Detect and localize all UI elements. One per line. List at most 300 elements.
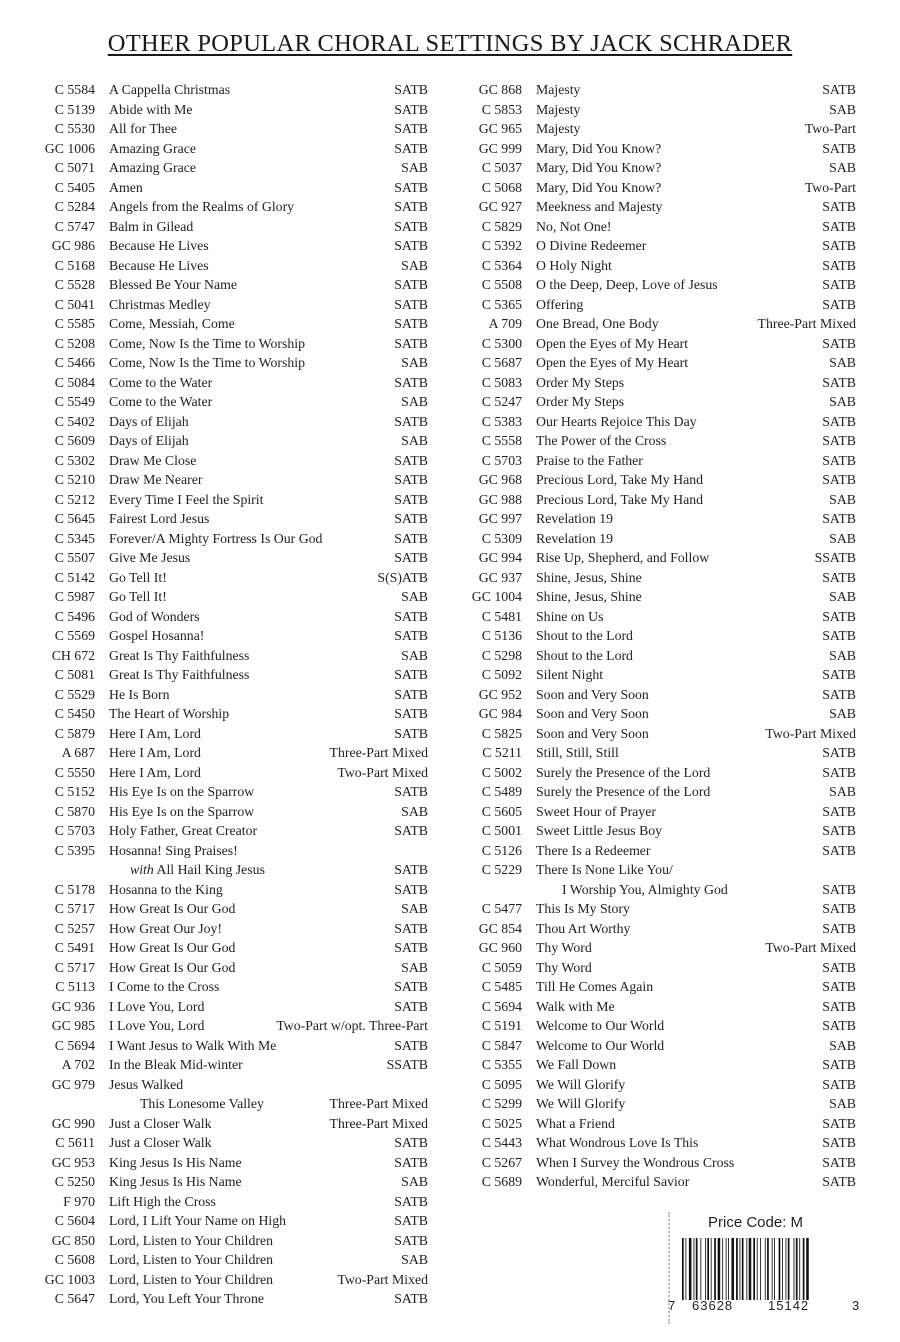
voicing: SATB <box>394 1135 428 1150</box>
catalog-code: GC 936 <box>51 998 95 1014</box>
voicing: Two-Part <box>804 121 856 136</box>
song-title-continued: All Hail King Jesus <box>156 862 265 877</box>
voicing: SATB <box>394 179 428 195</box>
list-item <box>38 743 428 763</box>
list-item <box>38 334 428 354</box>
song-title: Still, Still, Still <box>536 745 619 760</box>
catalog-code: C 5095 <box>481 1076 522 1092</box>
voicing: SAB <box>401 901 428 916</box>
song-title: We Will Glorify <box>536 1096 626 1111</box>
catalog-code: A 709 <box>488 316 522 331</box>
list-item <box>462 256 856 276</box>
song-title: Come, Now Is the Time to Worship <box>109 355 306 370</box>
catalog-code: C 5250 <box>54 1174 95 1189</box>
catalog-code: C 5608 <box>54 1252 95 1267</box>
list-item <box>462 1055 856 1075</box>
song-title: Open the Eyes of My Heart <box>536 355 689 370</box>
voicing: SATB <box>822 979 856 994</box>
voicing: SATB <box>394 940 428 955</box>
voicing: SATB <box>822 1115 856 1131</box>
catalog-code: GC 994 <box>478 550 522 565</box>
song-title: Lord, I Lift Your Name on High <box>109 1213 287 1228</box>
catalog-code: GC 854 <box>478 920 522 936</box>
song-title: Lord, Listen to Your Children <box>109 1271 274 1287</box>
voicing: SATB <box>394 784 428 799</box>
list-item <box>462 80 856 100</box>
song-title: Thy Word <box>536 959 592 975</box>
list-item <box>38 958 428 978</box>
voicing: SATB <box>822 667 856 682</box>
song-title: Christmas Medley <box>109 296 211 312</box>
voicing: SAB <box>401 257 428 273</box>
song-title: Thou Art Worthy <box>536 920 631 936</box>
catalog-code: C 5529 <box>54 686 95 702</box>
song-title: Precious Lord, Take My Hand <box>536 472 703 487</box>
catalog-code: C 5168 <box>54 257 95 273</box>
list-item <box>462 997 856 1017</box>
list-item <box>462 1133 856 1153</box>
song-title: Come, Now Is the Time to Worship <box>109 335 306 351</box>
voicing: SAB <box>401 355 428 370</box>
song-title: In the Bleak Mid-winter <box>109 1057 243 1072</box>
song-title: When I Survey the Wondrous Cross <box>536 1154 735 1170</box>
song-title: His Eye Is on the Sparrow <box>109 784 255 799</box>
song-title: Walk with Me <box>536 998 615 1014</box>
list-item <box>38 119 428 139</box>
list-item <box>38 314 428 334</box>
catalog-code: C 5139 <box>54 101 95 117</box>
catalog-code: C 5113 <box>55 979 95 994</box>
song-title: All for Thee <box>109 121 177 136</box>
song-title: Hosanna! Sing Praises! <box>109 842 238 858</box>
catalog-code: C 5481 <box>481 608 522 624</box>
song-title: Go Tell It! <box>109 569 167 585</box>
catalog-code: GC 1004 <box>471 589 522 604</box>
catalog-code: C 5142 <box>54 569 95 585</box>
list-item <box>462 334 856 354</box>
list-item <box>462 139 856 159</box>
catalog-code: C 5211 <box>482 745 522 760</box>
catalog-code: C 5136 <box>481 628 522 643</box>
catalog-code: C 5302 <box>54 452 95 468</box>
catalog-code: CH 672 <box>51 647 95 663</box>
barcode-group-2: 15142 <box>768 1298 810 1313</box>
song-title: Sweet Hour of Prayer <box>536 803 656 819</box>
catalog-code: C 5549 <box>54 394 95 409</box>
list-item <box>38 1211 428 1231</box>
list-item <box>38 704 428 724</box>
catalog-code: GC 927 <box>478 199 522 214</box>
song-title: Silent Night <box>536 667 604 682</box>
song-title: Shout to the Lord <box>536 628 633 643</box>
catalog-code: GC 990 <box>51 1115 95 1131</box>
song-title: How Great Our Joy! <box>109 920 223 936</box>
voicing: SATB <box>394 667 428 682</box>
catalog-code: C 5611 <box>55 1135 95 1150</box>
catalog-code: GC 985 <box>51 1018 95 1033</box>
voicing: SATB <box>394 472 428 487</box>
list-item <box>38 373 428 393</box>
voicing: SATB <box>822 1174 856 1189</box>
voicing: SATB <box>822 277 856 292</box>
voicing: SATB <box>822 998 856 1014</box>
song-title: Come to the Water <box>109 394 213 409</box>
list-item <box>38 197 428 217</box>
song-title: His Eye Is on the Sparrow <box>109 803 255 819</box>
catalog-code: C 5879 <box>54 725 95 741</box>
voicing: SAB <box>401 394 428 409</box>
list-item <box>462 841 856 861</box>
song-title: Sweet Little Jesus Boy <box>536 823 663 838</box>
song-title: Here I Am, Lord <box>109 745 201 760</box>
song-title: Precious Lord, Take My Hand <box>536 491 703 507</box>
catalog-code: C 5071 <box>54 160 95 175</box>
catalog-code: GC 1003 <box>44 1271 95 1287</box>
song-title: A Cappella Christmas <box>109 82 231 97</box>
voicing: SATB <box>394 121 428 136</box>
song-title: Because He Lives <box>109 238 209 253</box>
catalog-code: C 5081 <box>54 667 95 682</box>
list-item <box>38 178 428 198</box>
catalog-left-column <box>38 80 428 1309</box>
list-item <box>38 1075 428 1095</box>
list-item <box>38 1094 428 1114</box>
song-title: I Love You, Lord <box>109 1018 205 1033</box>
list-item <box>462 470 856 490</box>
song-title: Till He Comes Again <box>536 979 654 994</box>
voicing: SATB <box>822 472 856 487</box>
list-item <box>38 1231 428 1251</box>
voicing: Three-Part Mixed <box>329 1096 428 1111</box>
list-item <box>462 1094 856 1114</box>
song-title: Soon and Very Soon <box>536 725 649 741</box>
catalog-code: C 5084 <box>54 374 95 390</box>
list-item <box>38 353 428 373</box>
catalog-code: C 5229 <box>481 862 522 877</box>
catalog-code: C 5604 <box>54 1213 95 1228</box>
price-code: Price Code: M <box>708 1214 804 1231</box>
catalog-code: C 5717 <box>54 901 95 916</box>
list-item <box>38 665 428 685</box>
song-title: Rise Up, Shepherd, and Follow <box>536 550 710 565</box>
catalog-code: C 5247 <box>481 394 522 409</box>
list-item <box>462 724 856 744</box>
voicing: SAB <box>829 394 856 409</box>
song-title: Great Is Thy Faithfulness <box>109 667 250 682</box>
catalog-code: GC 868 <box>478 82 522 97</box>
list-item <box>38 899 428 919</box>
list-item <box>38 685 428 705</box>
list-item <box>38 1250 428 1270</box>
list-item <box>38 860 428 880</box>
list-item <box>462 587 856 607</box>
song-title: Jesus Walked <box>109 1076 184 1092</box>
catalog-code: C 5068 <box>481 179 522 195</box>
song-title: Order My Steps <box>536 374 625 390</box>
catalog-code: C 5847 <box>481 1037 522 1053</box>
catalog-code: GC 850 <box>51 1232 95 1248</box>
voicing: SATB <box>822 511 856 526</box>
list-item <box>462 275 856 295</box>
catalog-code: C 5477 <box>481 901 522 916</box>
voicing: SATB <box>822 452 856 468</box>
list-item <box>462 412 856 432</box>
voicing: SAB <box>401 803 428 819</box>
list-item <box>38 1289 428 1309</box>
catalog-code: C 5392 <box>481 238 522 253</box>
barcode-group-1: 63628 <box>692 1298 734 1313</box>
catalog-code: F 970 <box>63 1193 95 1209</box>
voicing: SSATB <box>814 550 856 565</box>
voicing: SATB <box>822 433 856 448</box>
catalog-code: C 5001 <box>481 823 522 838</box>
voicing: SAB <box>829 101 856 117</box>
song-title: Surely the Presence of the Lord <box>536 764 711 780</box>
list-item <box>38 275 428 295</box>
catalog-code: C 5550 <box>54 764 95 780</box>
song-title: Lord, Listen to Your Children <box>109 1252 274 1267</box>
voicing: SATB <box>822 1057 856 1072</box>
list-item <box>38 256 428 276</box>
catalog-code: GC 979 <box>51 1076 95 1092</box>
list-item <box>38 587 428 607</box>
song-title: Forever/A Mighty Fortress Is Our God <box>109 530 323 546</box>
list-item <box>462 665 856 685</box>
list-item <box>462 509 856 529</box>
voicing: SATB <box>394 823 428 838</box>
voicing: Two-Part Mixed <box>765 940 856 955</box>
list-item <box>38 100 428 120</box>
voicing: Three-Part Mixed <box>329 745 428 760</box>
list-item <box>38 451 428 471</box>
voicing: SATB <box>822 296 856 312</box>
catalog-code: A 702 <box>61 1057 95 1072</box>
catalog-code: C 5717 <box>54 959 95 975</box>
list-item <box>38 158 428 178</box>
voicing: SATB <box>394 199 428 214</box>
list-item <box>38 1133 428 1153</box>
song-title: This Is My Story <box>536 901 630 916</box>
voicing: SATB <box>822 1076 856 1092</box>
catalog-code: C 5210 <box>54 472 95 487</box>
song-title: Thy Word <box>536 940 592 955</box>
list-item <box>462 1036 856 1056</box>
list-item <box>38 1172 428 1192</box>
song-title: Here I Am, Lord <box>109 725 201 741</box>
list-item <box>38 431 428 451</box>
voicing: SATB <box>822 686 856 702</box>
list-item <box>38 1153 428 1173</box>
voicing: SATB <box>822 218 856 234</box>
song-title: Balm in Gilead <box>109 218 194 234</box>
list-item <box>462 217 856 237</box>
voicing: SATB <box>822 628 856 643</box>
voicing: SATB <box>394 511 428 526</box>
voicing: SATB <box>394 374 428 390</box>
voicing: S(S)ATB <box>377 569 428 585</box>
list-item <box>462 782 856 802</box>
barcode-area <box>668 1212 862 1324</box>
list-item <box>462 919 856 939</box>
song-title <box>130 860 265 880</box>
voicing: SAB <box>829 355 856 370</box>
catalog-code: C 5443 <box>481 1135 522 1150</box>
voicing: SATB <box>822 257 856 273</box>
voicing: SATB <box>394 316 428 331</box>
list-item <box>38 724 428 744</box>
song-title: Holy Father, Great Creator <box>109 823 258 838</box>
catalog-code: C 5491 <box>54 940 95 955</box>
song-title: Because He Lives <box>109 257 209 273</box>
list-item <box>462 353 856 373</box>
catalog-code: GC 960 <box>478 940 522 955</box>
song-title: Great Is Thy Faithfulness <box>109 647 250 663</box>
voicing: SATB <box>822 569 856 585</box>
list-item <box>38 490 428 510</box>
page-title: OTHER POPULAR CHORAL SETTINGS BY JACK SCHRADER <box>107 30 793 57</box>
list-item <box>38 997 428 1017</box>
song-title: There Is None Like You/ <box>536 862 673 877</box>
voicing: SAB <box>829 706 856 721</box>
voicing: SATB <box>394 725 428 741</box>
voicing: SATB <box>394 998 428 1014</box>
catalog-code: C 5092 <box>481 667 522 682</box>
list-item <box>462 880 856 900</box>
song-title: Amazing Grace <box>109 160 196 175</box>
voicing: SAB <box>401 959 428 975</box>
list-item <box>38 529 428 549</box>
catalog-code: C 5530 <box>54 121 95 136</box>
song-title: Majesty <box>536 82 581 97</box>
catalog-code: GC 984 <box>478 706 522 721</box>
voicing: SATB <box>822 959 856 975</box>
voicing: SAB <box>829 1037 856 1053</box>
song-title: We Fall Down <box>536 1057 617 1072</box>
list-item <box>462 529 856 549</box>
list-item <box>38 1270 428 1290</box>
list-item <box>462 568 856 588</box>
song-title: No, Not One! <box>536 218 612 234</box>
list-item <box>462 373 856 393</box>
list-item <box>462 802 856 822</box>
list-item <box>38 236 428 256</box>
song-title: O the Deep, Deep, Love of Jesus <box>536 277 718 292</box>
list-item <box>38 821 428 841</box>
voicing: SAB <box>829 647 856 663</box>
list-item <box>462 977 856 997</box>
catalog-code: C 5212 <box>54 491 95 507</box>
song-title: Every Time I Feel the Spirit <box>109 491 264 507</box>
song-title: Revelation 19 <box>536 530 614 546</box>
song-title: What Wondrous Love Is This <box>536 1135 699 1150</box>
list-item <box>38 802 428 822</box>
list-item <box>38 509 428 529</box>
song-title: What a Friend <box>536 1115 615 1131</box>
list-item <box>462 392 856 412</box>
voicing: Two-Part Mixed <box>337 1271 428 1287</box>
list-item <box>462 821 856 841</box>
song-title: Shine, Jesus, Shine <box>536 569 642 585</box>
list-item <box>462 1153 856 1173</box>
voicing: SATB <box>822 1018 856 1033</box>
voicing: SATB <box>822 140 856 156</box>
list-item <box>38 646 428 666</box>
voicing: SATB <box>394 1232 428 1248</box>
song-title: Mary, Did You Know? <box>536 140 662 156</box>
catalog-code: GC 1006 <box>44 140 95 156</box>
catalog-code: GC 986 <box>51 238 95 253</box>
voicing: SATB <box>822 199 856 214</box>
voicing: SAB <box>829 160 856 175</box>
list-item <box>462 100 856 120</box>
voicing: SATB <box>394 608 428 624</box>
voicing: SATB <box>394 1154 428 1170</box>
list-item <box>462 763 856 783</box>
list-item <box>38 139 428 159</box>
list-item <box>38 1036 428 1056</box>
voicing: SAB <box>829 1096 856 1111</box>
song-title: Give Me Jesus <box>109 550 191 565</box>
voicing: SATB <box>822 823 856 838</box>
catalog-code: C 5694 <box>54 1037 95 1053</box>
song-title: This Lonesome Valley <box>140 1096 264 1111</box>
voicing: SATB <box>822 238 856 253</box>
voicing: SATB <box>394 335 428 351</box>
list-item <box>462 119 856 139</box>
catalog-code: C 5987 <box>54 589 95 604</box>
catalog-code: C 5689 <box>481 1174 522 1189</box>
song-title: Wonderful, Merciful Savior <box>536 1174 690 1189</box>
song-title: Here I Am, Lord <box>109 764 201 780</box>
list-item <box>462 178 856 198</box>
list-item <box>38 977 428 997</box>
catalog-code: GC 952 <box>478 686 522 702</box>
voicing: SATB <box>394 1213 428 1228</box>
list-item <box>462 646 856 666</box>
list-item <box>38 1016 428 1036</box>
catalog-code: C 5485 <box>481 979 522 994</box>
song-title: Offering <box>536 296 584 312</box>
song-title: Amazing Grace <box>109 140 196 156</box>
song-title: Angels from the Realms of Glory <box>109 199 295 214</box>
voicing: SATB <box>394 101 428 117</box>
voicing: SATB <box>394 277 428 292</box>
catalog-code: GC 999 <box>478 140 522 156</box>
voicing: SATB <box>394 550 428 565</box>
catalog-code: C 5703 <box>481 452 522 468</box>
catalog-code: C 5402 <box>54 413 95 429</box>
song-title: Mary, Did You Know? <box>536 179 662 195</box>
voicing: SATB <box>822 920 856 936</box>
list-item <box>462 1075 856 1095</box>
list-item <box>462 743 856 763</box>
song-title: Come, Messiah, Come <box>109 316 235 331</box>
list-item <box>38 880 428 900</box>
song-title: How Great Is Our God <box>109 940 236 955</box>
catalog-code: C 5309 <box>481 530 522 546</box>
list-item <box>462 197 856 217</box>
voicing: SATB <box>394 979 428 994</box>
song-title: Shine, Jesus, Shine <box>536 589 642 604</box>
list-item <box>38 782 428 802</box>
voicing: SATB <box>394 686 428 702</box>
catalog-code: GC 988 <box>478 491 522 507</box>
list-item <box>38 80 428 100</box>
song-title: How Great Is Our God <box>109 901 236 916</box>
list-item <box>38 938 428 958</box>
list-item <box>462 314 856 334</box>
song-title: Soon and Very Soon <box>536 706 649 721</box>
